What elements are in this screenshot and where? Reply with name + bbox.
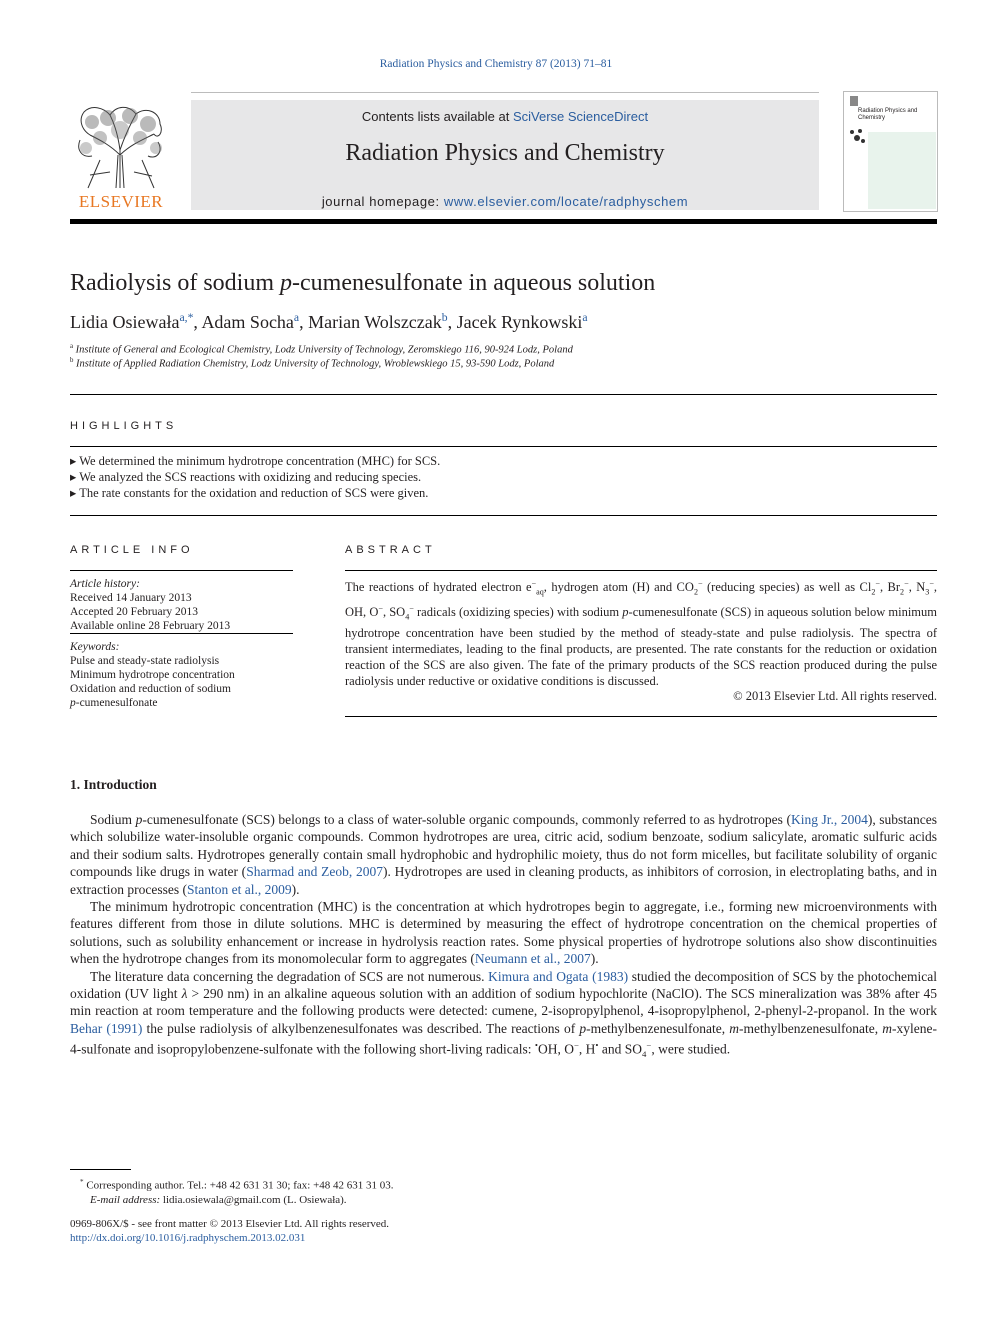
- keywords-label: Keywords:: [70, 641, 120, 653]
- footnote-rule: [70, 1169, 131, 1170]
- homepage-line: [191, 194, 819, 209]
- front-matter: [70, 1217, 389, 1245]
- highlight-item: ▸ We determined the minimum hydrotrope concentration (MHC) for SCS.: [70, 454, 441, 468]
- divider: [70, 633, 293, 634]
- affiliation-link[interactable]: b: [441, 311, 448, 324]
- history-received: Received 14 January 2013: [70, 592, 192, 604]
- cover-logo: [850, 96, 858, 106]
- article-title: Radiolysis of sodium p-cumenesulfonate in aqueous solution: [70, 270, 656, 296]
- article-info-heading: ARTICLE INFO: [70, 544, 194, 556]
- history-label: Article history:: [70, 578, 140, 590]
- affiliation-link[interactable]: a: [582, 311, 588, 324]
- homepage-link[interactable]: www.elsevier.com/locate/radphyschem: [443, 194, 689, 209]
- divider: [70, 394, 937, 395]
- paragraph: The literature data concerning the degradation of SCS are not numerous. Kimura and Ogata (1983) studied the decomposition of SCS by the photochemical oxidation (UV light λ > 290 nm) in an alkaline aqueous solution with an addition of sodium hypochlorite (NaClO). The SCS mineralization was 38% after 45 min reaction at room temperature and the following products were detected: cumene, 2-isopropylphenol, 4-isopropylphenol, 2-phenyl-2-propanol. In the work Behar (1991) the pulse radiolysis of alkylbenzenesulfonates was described. The reactions of p-methylbenzenesulfonate, m-methylbenzenesulfonate, m-xylene-4-sulfonate and isopropylobenzene-sulfonate with the following short-living radicals: •OH, O−, H• and $SO_4^-$, were studied.: [70, 968, 937, 1060]
- abstract-heading: ABSTRACT: [345, 544, 436, 556]
- divider: [70, 446, 937, 447]
- abstract-text: The reactions of hydrated electron $e^-_{aq}$, hydrogen atom (H) and $CO_2^-$ (reducing species) as well as $Cl_2^-$, $Br_2^-$, $N_3^-$, OH, O−, $SO_4^-$ radicals (oxidizing species) with sodium p-cumenesulfonate (SCS) in aqueous solution below minimum hydrotrope concentration have been studied by the method of steady-state and pulse radiolysis. The spectra of transient intermediates, leading to the final products, are presented. The rate constants for the reduction or oxidation reaction of the SCS are also given. The fate of the primary products of the SCS reaction produced during the pulse radiolysis under reductive or oxidative conditions is discussed.: [345, 579, 938, 689]
- divider: [70, 570, 293, 571]
- contents-prefix: Contents lists available at: [361, 109, 513, 124]
- keyword: p-cumenesulfonate: [70, 697, 158, 709]
- cover-molecule-icon: [848, 128, 866, 144]
- header-thick-rule: [70, 219, 937, 224]
- author: Adam Socha: [201, 312, 294, 332]
- corresponding-author-note: * Corresponding author. Tel.: +48 42 631 31 30; fax: +48 42 631 31 03.: [80, 1178, 394, 1192]
- email-note: E-mail address: lidia.osiewala@gmail.com (L. Osiewała).: [90, 1193, 347, 1206]
- sciencedirect-link[interactable]: SciVerse ScienceDirect: [512, 109, 649, 124]
- affiliation-link[interactable]: a: [293, 311, 300, 324]
- cover-title: Radiation Physics and Chemistry: [858, 108, 918, 121]
- issn-line: 0969-806X/$ - see front matter © 2013 Elsevier Ltd. All rights reserved.: [70, 1218, 390, 1230]
- contents-line: [191, 109, 819, 124]
- history-accepted: Accepted 20 February 2013: [70, 606, 199, 618]
- citation-link[interactable]: Stanton et al., 2009: [186, 881, 292, 897]
- footnotes: [70, 1175, 394, 1207]
- journal-title: Radiation Physics and Chemistry: [345, 140, 665, 166]
- homepage-prefix: journal homepage:: [321, 194, 444, 209]
- journal-header: [191, 100, 819, 210]
- citation-link[interactable]: Behar (1991): [70, 1020, 143, 1036]
- history-online: Available online 28 February 2013: [70, 620, 231, 632]
- divider: [345, 716, 937, 717]
- section-heading: 1. Introduction: [70, 777, 157, 792]
- header-rule: [191, 92, 819, 93]
- journal-citation[interactable]: Radiation Physics and Chemistry 87 (2013) 71–81: [379, 58, 613, 70]
- journal-cover-thumbnail: [843, 91, 938, 212]
- divider: [345, 570, 937, 571]
- citation-link[interactable]: Sharmad and Zeob, 2007: [246, 864, 384, 880]
- keyword: Minimum hydrotrope concentration: [70, 669, 235, 681]
- citation-link[interactable]: King Jr., 2004: [790, 812, 868, 827]
- author: Lidia Osiewała: [70, 312, 180, 332]
- highlight-item: ▸ The rate constants for the oxidation and reduction of SCS were given.: [70, 486, 429, 500]
- divider: [70, 515, 937, 516]
- affiliation: $^b$ Institute of Applied Radiation Chemistry, Lodz University of Technology, Wroblewskiego 15, 93-590 Lodz, Poland: [70, 357, 555, 370]
- copyright-notice: © 2013 Elsevier Ltd. All rights reserved.: [733, 689, 937, 703]
- author: Marian Wolszczak: [308, 312, 442, 332]
- citation-link[interactable]: Kimura and Ogata (1983): [488, 968, 629, 984]
- author: Jacek Rynkowski: [456, 312, 583, 332]
- keyword: Pulse and steady-state radiolysis: [70, 655, 220, 667]
- keyword: Oxidation and reduction of sodium: [70, 683, 231, 695]
- affiliation: $^a$ Institute of General and Ecological Chemistry, Lodz University of Technology, Zeromskiego 116, 90-924 Lodz, Poland: [70, 343, 573, 356]
- doi-link[interactable]: http://dx.doi.org/10.1016/j.radphyschem.2013.02.031: [70, 1232, 306, 1244]
- highlights-heading: HIGHLIGHTS: [70, 420, 178, 432]
- body-text: [70, 811, 937, 1064]
- paragraph: Sodium p-cumenesulfonate (SCS) belongs to a class of water-soluble organic compounds, commonly referred to as hydrotropes (King Jr., 2004), substances which solubilize water-insoluble organic compounds. Common hydrotropes are urea, citric acid, sodium benzoate, sodium salicylate, aromatic sulfuric acids and their sodium salts. Hydrotropes generally contain small hydrophobic and hydrophilic moiety, thus do not form micelles, but facilitate solubility of organic compounds like drugs in water (Sharmad and Zeob, 2007). Hydrotropes are used in cleaning products, as inhibitors of corrosion, in electroplating baths, and in extraction processes (Stanton et al., 2009).: [70, 812, 938, 897]
- citation-link[interactable]: Neumann et al., 2007: [474, 951, 591, 967]
- article-info: [70, 577, 293, 710]
- elsevier-wordmark: ELSEVIER: [78, 192, 164, 211]
- affiliation-link[interactable]: a,*: [179, 311, 194, 324]
- cover-panel: [868, 132, 936, 209]
- author-list: Lidia Osiewała$^{a,*}$, Adam Socha$^a$, Marian Wolszczak$^b$, Jacek Rynkowski$^a$: [70, 311, 588, 332]
- highlight-item: ▸ We analyzed the SCS reactions with oxidizing and reducing species.: [70, 470, 422, 484]
- paragraph: The minimum hydrotropic concentration (MHC) is the concentration at which hydrotropes begin to aggregate, i.e., forming new microenvironments with features different from those in dilute solutions. MHC is determined by measuring the effect of hydrotrope concentration on the chemical properties of solutions, such as solubility enhancement or increase in hydrolysis reaction rates. Some physical properties of hydrotrope solutions also show discontinuities when the hydrotrope changes from its monomolecular form to aggregates (Neumann et al., 2007).: [70, 899, 937, 967]
- highlights-list: [70, 453, 440, 501]
